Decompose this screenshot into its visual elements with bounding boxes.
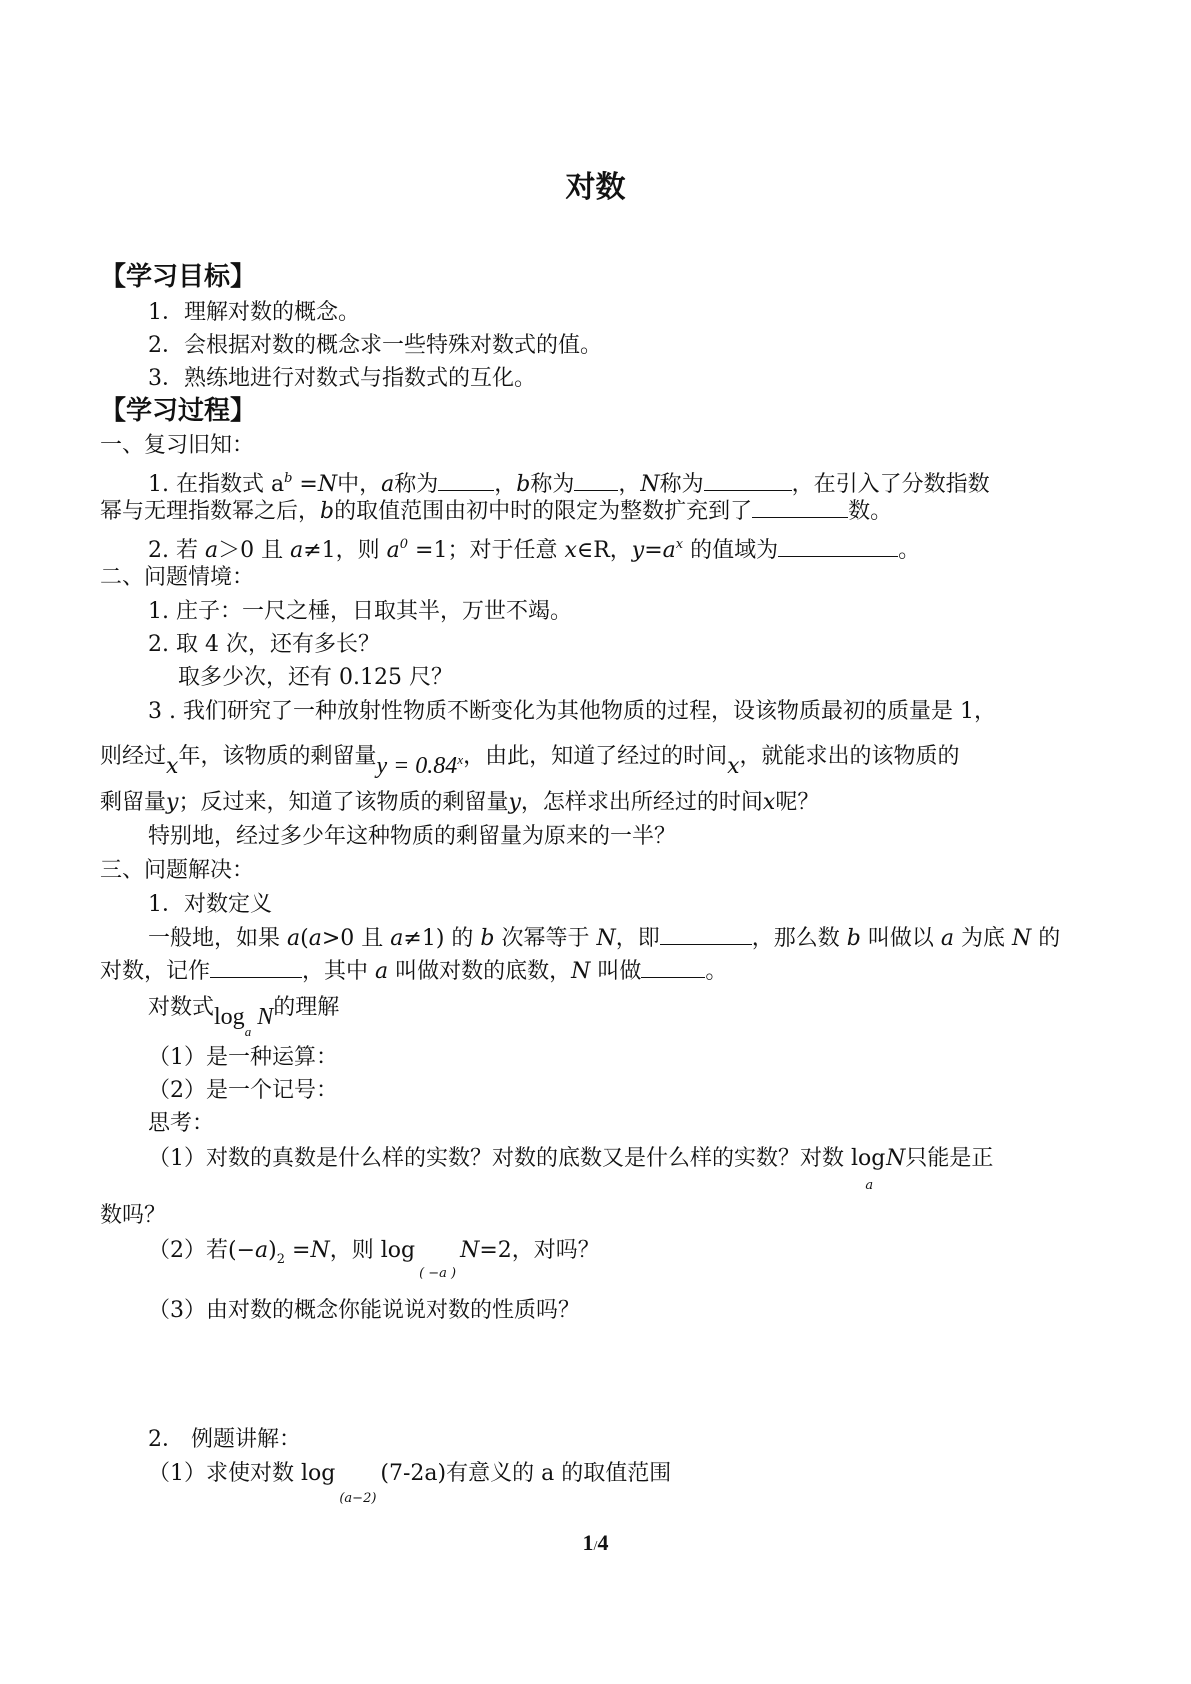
fill-blank[interactable] xyxy=(778,536,898,557)
example-1: （1）求使对数 $\log_{(a-2)}(7-2a)$有意义的 a 的取值范围 xyxy=(148,1461,672,1506)
page-number: 1/4 xyxy=(582,1530,609,1555)
think-question-2: （2）若$(-a)_2 =N$，则 $\log_{( -a )}N=2$，对吗？ xyxy=(148,1238,600,1281)
process-heading: 【学习过程】 xyxy=(100,396,257,426)
definition-text-cont: 对数，记作 ，其中 a 叫做对数的底数，N 叫做 。 xyxy=(100,959,728,984)
review-question-1: 1. 在指数式 $a^b =N$中，a称为 ，b称为 ，N称为 ，在引入了分数指数 xyxy=(148,471,990,497)
example-title: 2． 例题讲解： xyxy=(148,1427,301,1452)
goal-item: 2．会根据对数的概念求一些特殊对数式的值。 xyxy=(148,333,602,358)
section-heading: 三、问题解决： xyxy=(100,858,255,883)
review-question-2: 2. 若 a＞0 且 a≠1，则 $a^0 =1$；对于任意 x∈R，$y=a^x$ 的值域为 。 xyxy=(148,537,921,563)
think-question-1-cont: 数吗？ xyxy=(100,1203,167,1228)
understanding-line: 对数式$\log_a N$的理解 xyxy=(148,995,340,1039)
fill-blank[interactable] xyxy=(574,470,618,491)
goals-heading: 【学习目标】 xyxy=(100,262,257,292)
situation-item: 1. 庄子：一尺之棰，日取其半，万世不竭。 xyxy=(148,599,572,624)
understanding-item: （2）是一个记号： xyxy=(148,1078,338,1103)
goal-item: 3．熟练地进行对数式与指数式的互化。 xyxy=(148,366,536,391)
fill-blank[interactable] xyxy=(641,957,705,978)
goal-item: 1．理解对数的概念。 xyxy=(148,300,360,325)
think-question-1: （1）对数的真数是什么样的实数？对数的底数又是什么样的实数？对数 $\log_a N$只能是正 xyxy=(148,1146,994,1193)
fill-blank[interactable] xyxy=(752,497,848,518)
definition-text: 一般地，如果 a(a>0 且 a≠1) 的 b 次幂等于 N，即 ，那么数 b 叫做以 a 为底 N 的 xyxy=(148,926,1061,951)
situation-item: 2. 取 4 次，还有多长？ xyxy=(148,632,380,657)
fill-blank[interactable] xyxy=(704,470,792,491)
review-question-1-cont: 幂与无理指数幂之后，b的取值范围由初中时的限定为整数扩充到了 数。 xyxy=(100,499,893,524)
section-heading: 二、问题情境： xyxy=(100,565,255,590)
page-title: 对数 xyxy=(565,170,626,205)
situation-item-cont: 剩留量y；反过来，知道了该物质的剩留量y，怎样求出所经过的时间x呢？ xyxy=(100,790,820,815)
fill-blank[interactable] xyxy=(438,470,494,491)
situation-item: 3 . 我们研究了一种放射性物质不断变化为其他物质的过程，设该物质最初的质量是 1， xyxy=(148,699,996,724)
fill-blank[interactable] xyxy=(210,957,302,978)
definition-title: 1．对数定义 xyxy=(148,892,272,917)
situation-item: 取多少次，还有 0.125 尺？ xyxy=(178,665,453,690)
fill-blank[interactable] xyxy=(660,924,752,945)
situation-item-cont: 特别地，经过多少年这种物质的剩留量为原来的一半？ xyxy=(148,824,677,849)
section-heading: 一、复习旧知： xyxy=(100,433,255,458)
think-question-3: （3）由对数的概念你能说说对数的性质吗？ xyxy=(148,1298,580,1323)
situation-item-cont: 则经过x年，该物质的剩留量$y = 0.84^x$，由此，知道了经过的时间x，就能求出的该物质的 xyxy=(100,744,960,779)
understanding-item: （1）是一种运算： xyxy=(148,1045,338,1070)
think-label: 思考： xyxy=(148,1111,215,1136)
